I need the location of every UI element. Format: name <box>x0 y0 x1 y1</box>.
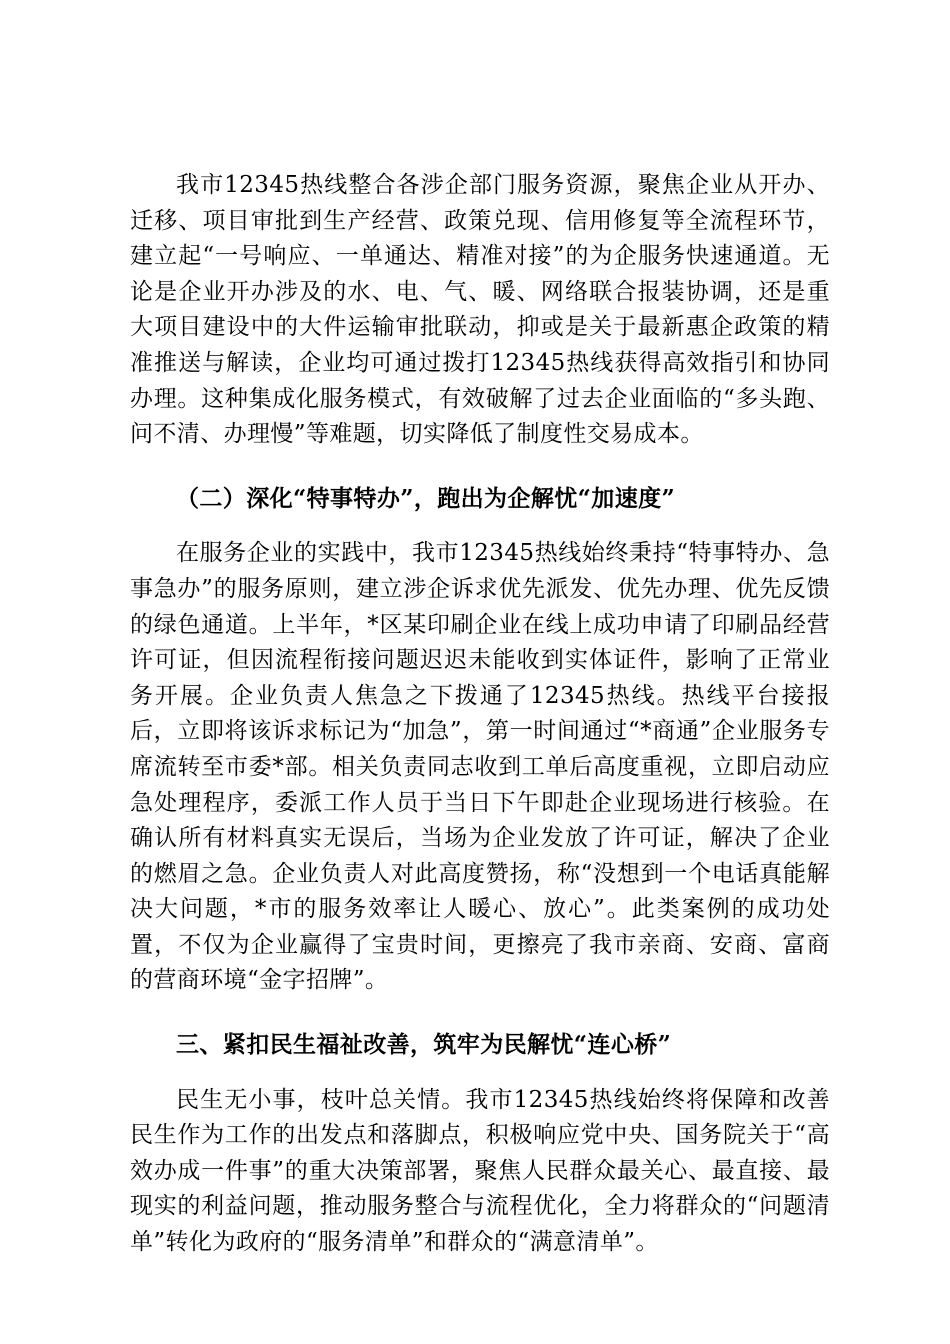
section-heading: 三、紧扣民生福祉改善，筑牢为民解忧“连心桥” <box>176 1031 672 1059</box>
body-paragraph: 我市12345热线整合各涉企部门服务资源，聚焦企业从开办、迁移、项目审批到生产经营、政策兑现、信用修复等全流程环节，建立起“一号响应、一单通达、精准对接”的为企服务快速通道。无论是企业开办涉及的水、电、气、暖、网络联合报装协调，还是重大项目建设中的大件运输审批联动，抑或是关于最新惠企政策的精准推送与解读，企业均可通过拨打12345热线获得高效指引和协同办理。这种集成化服务模式，有效破解了过去企业面临的“多头跑、问不清、办理慢”等难题，切实降低了制度性交易成本。 <box>130 172 830 448</box>
spacer <box>130 999 830 1027</box>
spacer <box>130 516 830 536</box>
spacer <box>130 453 830 481</box>
document-page <box>130 168 830 1261</box>
body-paragraph: 在服务企业的实践中，我市12345热线始终秉持“特事特办、急事急办”的服务原则，建立涉企诉求优先派发、优先办理、优先反馈的绿色通道。上半年，*区某印刷企业在线上成功申请了印刷品经营许可证，但因流程衔接问题迟迟未能收到实体证件，影响了正常业务开展。企业负责人焦急之下拨通了12345热线。热线平台接报后，立即将该诉求标记为“加急”，第一时间通过“*商通”企业服务专席流转至市委*部。相关负责同志收到工单后高度重视，立即启动应急处理程序，委派工作人员于当日下午即赴企业现场进行核验。在确认所有材料真实无误后，当场为企业发放了许可证，解决了企业的燃眉之急。企业负责人对此高度赞扬，称“没想到一个电话真能解决大问题，*市的服务效率让人暖心、放心”。此类案例的成功处置，不仅为企业赢得了宝贵时间，更擦亮了我市亲商、安商、富商的营商环境“金字招牌”。 <box>130 540 830 994</box>
body-paragraph: 民生无小事，枝叶总关情。我市12345热线始终将保障和改善民生作为工作的出发点和落脚点，积极响应党中央、国务院关于“高效办成一件事”的重大决策部署，聚焦人民群众最关心、最直接、最现实的利益问题，推动服务整合与流程优化，全力将群众的“问题清单”转化为政府的“服务清单”和群众的“满意清单”。 <box>130 1086 830 1256</box>
spacer <box>130 1063 830 1083</box>
section-heading: （二）深化“特事特办”，跑出为企解忧“加速度” <box>176 484 676 512</box>
